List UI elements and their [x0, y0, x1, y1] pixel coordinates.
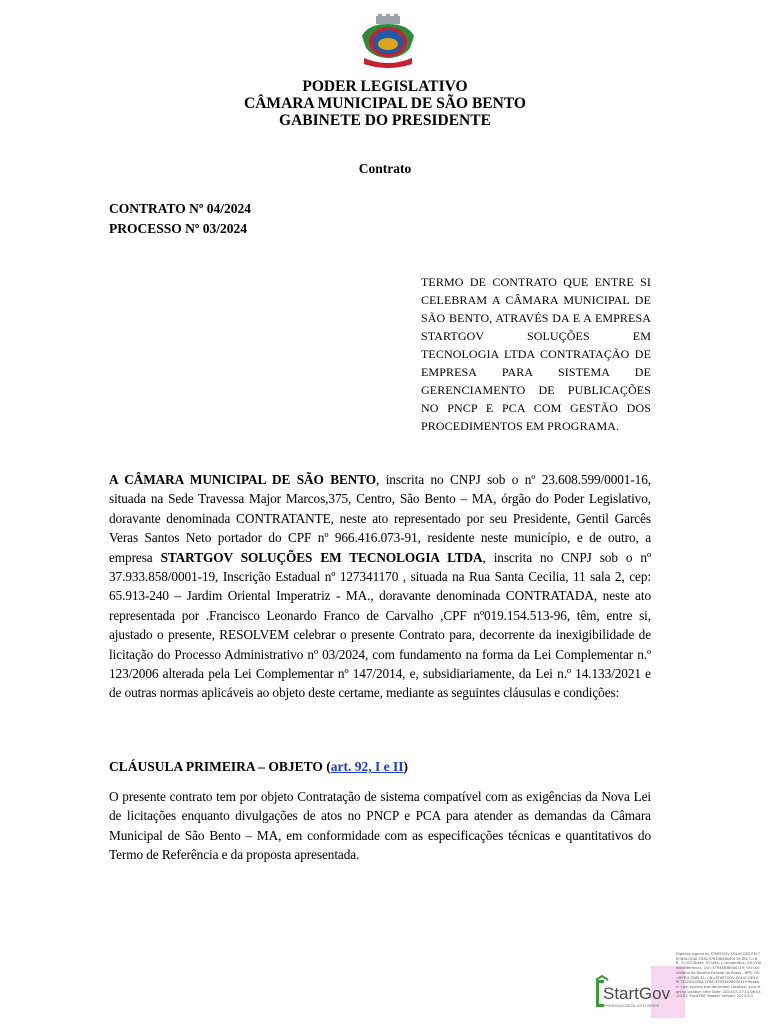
clause1-title — [109, 759, 408, 775]
party2-details: , inscrita no CNPJ sob o nº 37.933.858/0001-19, Inscrição Estadual nº 127341170 , situada na Rua Santa Cecilia, 11 sala 2, cep: 65.913-240 – Jardim Oriental Imperatriz - MA., doravante denominada CONTRATADA, neste ato representada por .Francisco Leonardo Franco de Carvalho ,CPF nº019.154.513-96, têm, entre si, ajustado o presente, RESOLVEM celebrar o presente Contrato para, decorrente da inexigibilidade de licitação do Processo Administrativo nº 03/2024, com fundamento na forma da Lei Complementar n.º 123/2006 alterada pela Lei Complementar nº 147/2014, e, subsidiariamente, da Lei n.º 14.133/2021 e de outras normas aplicáveis ao objeto deste certame, mediante as seguintes cláusulas e condições: — [109, 549, 651, 701]
startgov-logo — [594, 974, 674, 1010]
clause1-body: O presente contrato tem por objeto Contratação de sistema compatível com as exigências da Nova Lei de licitações enquanto divulgações de atos no PNCP e PCA para atender as demandas da Câmara Municipal de São Bento – MA, em conformidade com as especificações técnicas e quantitativos do Termo de Referência e da proposta apresentada. — [109, 789, 651, 863]
party2-name: STARTGOV SOLUÇÕES EM TECNOLOGIA LTDA — [160, 549, 483, 565]
clause1-title-end: ) — [403, 759, 409, 774]
header-line-legislative: PODER LEGISLATIVO — [302, 78, 468, 95]
coat-of-arms-icon — [358, 14, 418, 72]
contract-number: CONTRATO Nº 04/2024 — [109, 201, 251, 216]
digital-signature-text: Digitally signed by STARTGOV SOLUCOES EM TECNOLOGIA LTDA:37933858000119 DN: C=BR, O=ICP-Brasil, ST=MA, L=Imperatriz, OU=Videoconferencia, OU=37933858000119, OU=Secretaria da Receita Federal do Brasil - RFB, OU=RFB e-CNPJ A1, CN=STARTGOV SOLUCOES EM TECNOLOGIA LTDA:37933858000119 Reason: I am signing this document Location: your signing location here Date: 2024.03.27 11:06:04-03'00' Foxit PDF Reader Version: 2023.3.0 — [676, 952, 762, 999]
document-title: Contrato — [358, 161, 412, 176]
process-number: PROCESSO Nº 03/2024 — [109, 221, 247, 236]
contract-summary: TERMO DE CONTRATO QUE ENTRE SI CELEBRAM A CÂMARA MUNICIPAL DE SÃO BENTO, ATRAVÉS DA E A EMPRESA STARTGOV SOLUÇÕES EM TECNOLOGIA LTDA CONTRATAÇÃO DE EMPRESA PARA SISTEMA DE GERENCIAMENTO DE PUBLICAÇÕES NO PNCP E PCA COM GESTÃO DOS PROCEDIMENTOS EM PROGRAMA. — [421, 275, 651, 433]
startgov-logo-subtitle: PRESENÇA DIGITAL INTELIGENTE — [604, 1004, 660, 1008]
header-line-chamber: CÂMARA MUNICIPAL DE SÃO BENTO — [244, 95, 526, 112]
parties-paragraph — [109, 470, 651, 703]
clause1-title-text: CLÁUSULA PRIMEIRA – OBJETO ( — [109, 759, 331, 774]
header-line-office: GABINETE DO PRESIDENTE — [279, 112, 491, 129]
party1-details: , inscrita no CNPJ sob o nº 23.608.599/0001-16, situada na Sede Travessa Major Marcos,375, Centro, São Bento – MA, órgão do Poder Legislativo, doravante denominada CONTRATANTE, neste ato representado por seu Presidente, Gentil Garcês Veras Santos Neto portador do CPF nº 966.416.073-91, residente neste município, e de outro, a empresa — [109, 472, 651, 565]
startgov-logo-text: StartGov — [603, 984, 671, 1003]
clause1-law-link[interactable]: art. 92, I e II — [330, 759, 404, 774]
contract-identifiers — [109, 199, 251, 239]
party1-name: A CÂMARA MUNICIPAL DE SÃO BENTO — [109, 472, 377, 487]
